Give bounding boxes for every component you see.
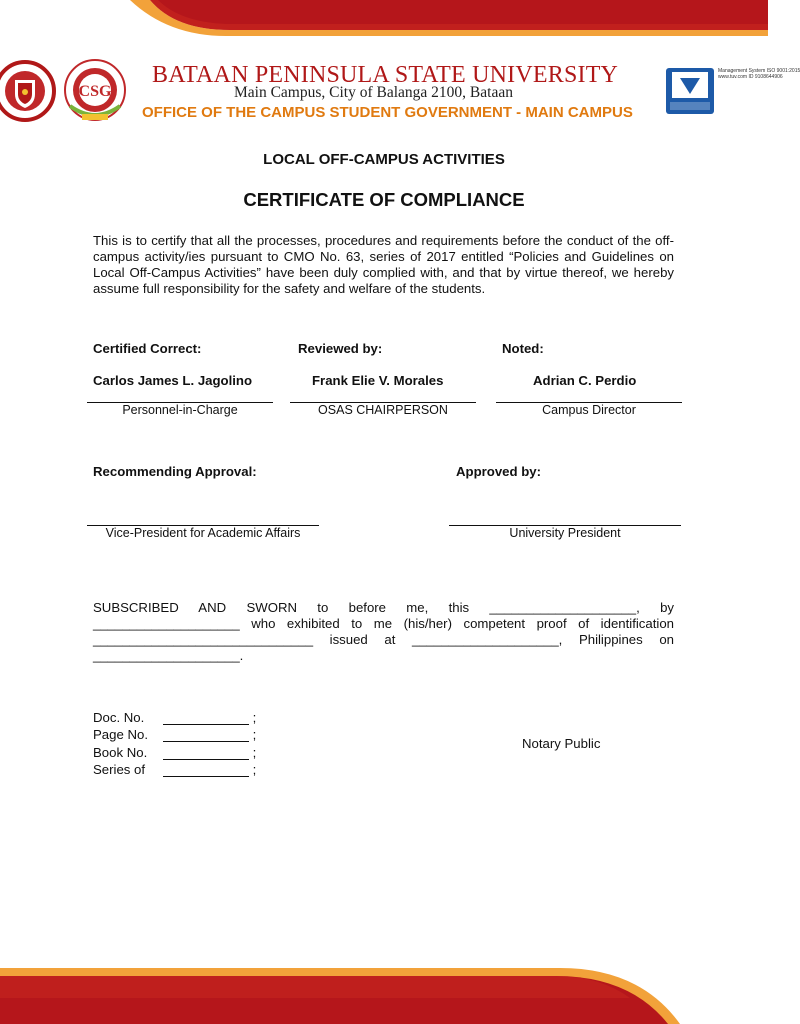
bottom-decorative-ribbon [0, 964, 768, 1024]
document-title: CERTIFICATE OF COMPLIANCE [243, 189, 525, 210]
reviewed-position: OSAS CHAIRPERSON [318, 403, 448, 417]
page-no-label: Page No. [93, 727, 148, 742]
reviewed-by-label: Reviewed by: [298, 341, 383, 356]
certified-name: Carlos James L. Jagolino [93, 373, 253, 388]
doc-no-row [93, 710, 256, 725]
reviewed-name: Frank Elie V. Morales [312, 373, 444, 388]
doc-no-separator: ; [252, 710, 257, 725]
page-no-blank [163, 729, 249, 742]
university-address: Main Campus, City of Balanga 2100, Bataan [234, 84, 513, 101]
office-name: OFFICE OF THE CAMPUS STUDENT GOVERNMENT - MAIN CAMPUS [142, 104, 633, 121]
noted-position: Campus Director [542, 403, 636, 417]
certification-body: This is to certify that all the processes, procedures and requirements before the conduct of the off-campus activity/ies pursuant to CMO No. 63, series of 2017 entitled “Policies and Guidelines on Local Off-Campus Activities” have been duly complied with, and that by virtue thereof, we hereby assume full responsibility for the safety and welfare of the students. [93, 233, 674, 296]
recommending-position: Vice-President for Academic Affairs [105, 526, 301, 540]
certification-text [718, 68, 800, 80]
csg-seal-text: CSG [78, 83, 112, 100]
approved-position: University President [509, 526, 621, 540]
approved-by-label: Approved by: [456, 464, 541, 479]
document-subtitle: LOCAL OFF-CAMPUS ACTIVITIES [263, 151, 505, 168]
book-no-separator: ; [252, 745, 257, 760]
doc-no-label: Doc. No. [93, 710, 145, 725]
notary-public-label: Notary Public [522, 736, 601, 751]
certified-position: Personnel-in-Charge [122, 403, 238, 417]
noted-label: Noted: [502, 341, 544, 356]
tuv-certification-badge [666, 68, 714, 114]
noted-name: Adrian C. Perdio [533, 373, 637, 388]
page-no-separator: ; [252, 727, 257, 742]
series-of-separator: ; [252, 762, 257, 777]
csg-seal-logo [62, 50, 124, 132]
series-of-row [93, 762, 256, 777]
certification-badge-text: Management System ISO 9001:2015 [718, 68, 800, 74]
university-name: BATAAN PENINSULA STATE UNIVERSITY [152, 62, 619, 88]
certification-footer-text: www.tuv.com ID 9108644906 [718, 74, 783, 80]
certified-correct-label: Certified Correct: [93, 341, 202, 356]
book-no-label: Book No. [93, 745, 148, 760]
bpsu-seal-logo [0, 50, 56, 132]
series-of-label: Series of [93, 762, 146, 777]
subscribed-sworn-text: SUBSCRIBED AND SWORN to before me, this ____________________, by ____________________ who exhibited to me (his/her) competent proof of identification ______________________________ issued at ____________________, Philippines on ____________________. [93, 600, 674, 663]
book-no-blank [163, 747, 249, 760]
series-of-blank [163, 764, 249, 777]
recommending-approval-label: Recommending Approval: [93, 464, 257, 479]
page-no-row [93, 727, 256, 742]
doc-no-blank [163, 712, 249, 725]
book-no-row [93, 745, 256, 760]
